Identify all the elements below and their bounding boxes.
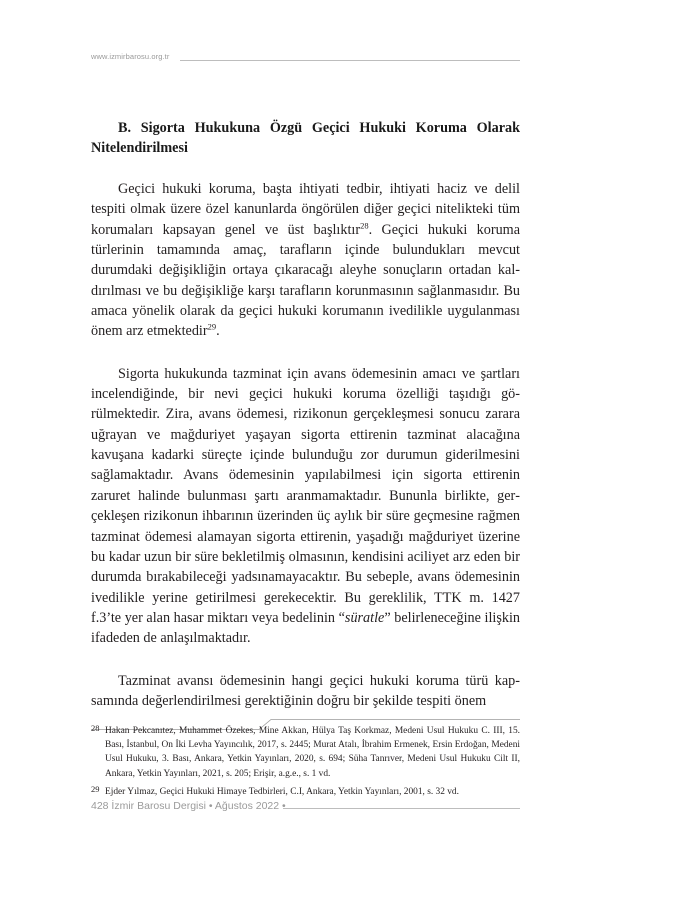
- main-text: [91, 118, 520, 711]
- paragraph-2-emphasis: süratle: [344, 609, 385, 626]
- footnote-text: Ejder Yılmaz, Geçici Hukuki Himaye Tedbirleri, C.I, Ankara, Yetkin Yayınları, 2001, s. 32 vd.: [105, 786, 459, 797]
- page-footer: 428 İzmir Barosu Dergisi • Ağustos 2022 •: [91, 800, 286, 812]
- header-rule: [180, 60, 520, 61]
- footnote-text: Hakan Pekcanıtez, Muhammet Özekes, Mine Akkan, Hülya Taş Korkmaz, Medeni Usul Hukuku C. III, 15. Bası, İstanbul, On İki Levha Yayıncılık, 2017, s. 2445; Murat Atalı, İbrahim Ermenek, Ersin Erdoğan, Medeni Usul Hukuku, 3. Bası, Ankara, Yetkin Yayınları, 2020, s. 694; Süha Tanrıver, Medeni Usul Hukuku Cilt II, Ankara, Yetkin Yayınları, 2021, s. 205; Erişir, a.g.e., s. 1 vd.: [105, 726, 520, 779]
- footnotes: [91, 724, 520, 803]
- paragraph-2-text-a: Sigorta hukukunda tazminat için avans ödemesinin amacı ve şartları incelendiğinde, bir nevi geçici hukuki koruma özelliği taşıdığı görülmektedir. Zira, avans ödemesi, rizikonun gerçekleşmesi sonucu zarara uğrayan ve mağduriyet yaşayan sigorta ettirenin tazminat alacağına kavuşana kadarki süreçte içinde bulunduğu zor durumun giderilmesini sağlamaktadır. Avans ödemesinin yapılabilmesi için sigorta ettirenin zaruret halinde bulunması şartı aranmamaktadır. Bununla birlikte, gerçekleşen rizikonun ihbarının üzerinden üç aylık bir süre geçmesine rağmen tazminat ödemesi alamayan sigorta ettirenin, yaşadığı mağduriyet üzerine bu kadar uzun bir süre bekletilmiş olmasının, kendisini aciliyet arz eden bir durumda bırakabileceği yadsınamayacaktır. Bu sebeple, avans ödemesinin ivedilikle yerine getirilmesi gerekecektir. Bu gereklilik, TTK m. 1427 f.3’te yer alan hasar miktarı veya bedelinin “: [91, 365, 520, 626]
- footnote-number: 29: [91, 783, 100, 794]
- paragraph-1-text-a: Geçici hukuki koruma, başta ihtiyati tedbir, ihtiyati haciz ve delil tespiti olmak üzere özel kanunlarda öngörülen diğer geçici nitelikteki tüm korumaları kapsayan genel ve üst başlıktır: [91, 181, 520, 238]
- footnote-number: 28: [91, 723, 100, 733]
- paragraph-2-text-b: ” belirleneceğine ilişkin ifadeden de anlaşılmaktadır.: [91, 609, 520, 647]
- site-url: www.izmirbarosu.org.tr: [91, 52, 170, 61]
- footnote-ref-28[interactable]: 28: [360, 219, 369, 230]
- paragraph-1: [91, 179, 520, 342]
- paragraph-2: [91, 364, 520, 649]
- footer-rule: [283, 808, 520, 809]
- footnote-ref-29[interactable]: 29: [207, 321, 217, 332]
- paragraph-1-text-c: .: [216, 323, 220, 340]
- paragraph-1-text-b: . Geçici hukuki koruma türlerinin tamamında amaç, tarafların içinde bulundukları mevcut durumdaki değişikliğin ortaya çıkaracağı aleyhe sonuçların ortadan kaldırılması ve bu değişikliğe karşı tarafların korunmasının sağlanmasıdır. Bu amaca yönelik olarak da geçici hukuki korumanın ivedilikle uygulanması önem arz etmektedir: [91, 221, 520, 340]
- footnote-29: [91, 785, 520, 799]
- section-heading: B. Sigorta Hukukuna Özgü Geçici Hukuki Koruma Olarak Nitelendirilmesi: [91, 120, 520, 156]
- paragraph-3: Tazminat avansı ödemesinin hangi geçici hukuki koruma türü kapsamında değerlendirilmesi gerektiğinin doğru bir şekilde tespiti önem: [91, 672, 520, 709]
- footnote-28: [91, 724, 520, 781]
